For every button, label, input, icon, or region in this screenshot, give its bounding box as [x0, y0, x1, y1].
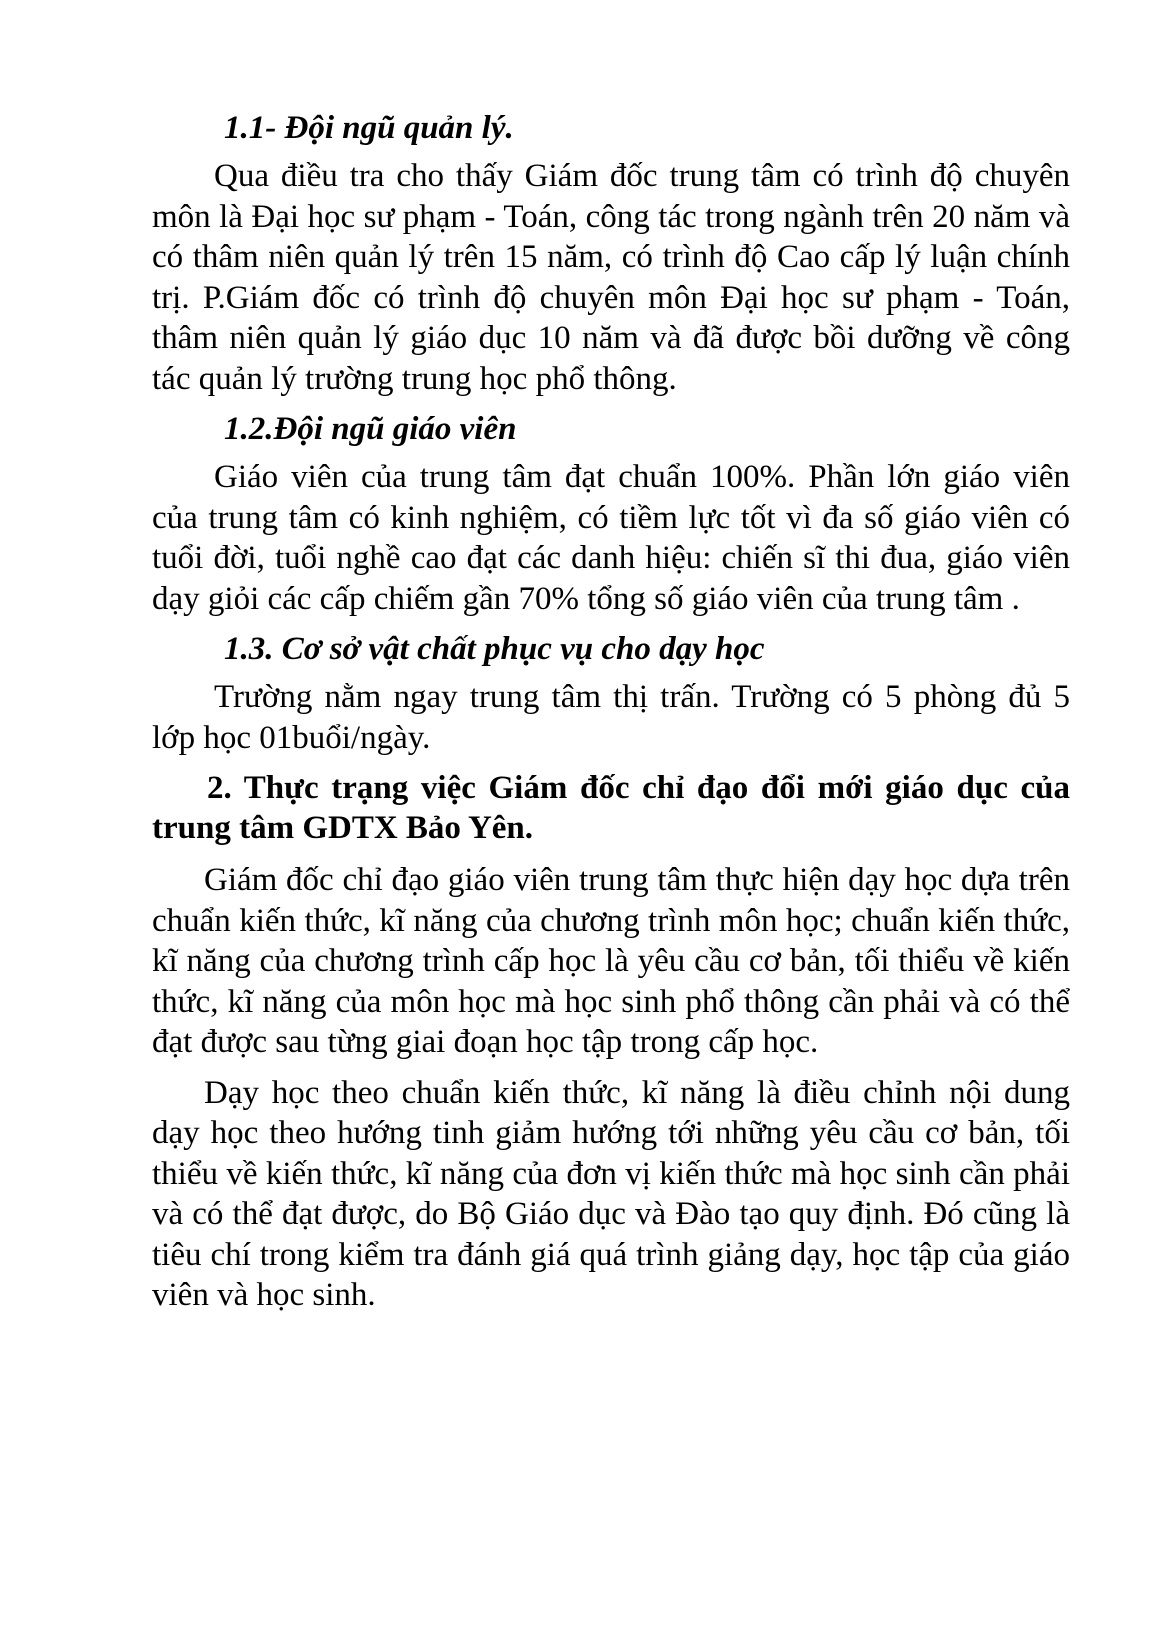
- section-1-1-heading: 1.1- Đội ngũ quản lý.: [224, 110, 514, 146]
- section-2-paragraph-2: Dạy học theo chuẩn kiến thức, kĩ năng là điều chỉnh nội dung dạy học theo hướng tinh giảm hướng tới những yêu cầu cơ bản, tối thiểu về kiến thức, kĩ năng của đơn vị kiến thức mà học sinh cần phải và có thể đạt được, do Bộ Giáo dục và Đào tạo quy định. Đó cũng là tiêu chí trong kiểm tra đánh giá quá trình giảng dạy, học tập của giáo viên và học sinh.: [152, 1074, 1070, 1313]
- section-1-1-paragraph: Qua điều tra cho thấy Giám đốc trung tâm có trình độ chuyên môn là Đại học sư phạm - Toán, công tác trong ngành trên 20 năm và có thâm niên quản lý trên 15 năm, có trình độ Cao cấp lý luận chính trị. P.Giám đốc có trình độ chuyên môn Đại học sư phạm - Toán, thâm niên quản lý giáo dục 10 năm và đã được bồi dưỡng về công tác quản lý trường trung học phổ thông.: [152, 158, 1070, 397]
- section-1-3-heading: 1.3. Cơ sở vật chất phục vụ cho dạy học: [224, 631, 765, 667]
- section-1-3-paragraph: Trường nằm ngay trung tâm thị trấn. Trường có 5 phòng đủ 5 lớp học 01buổi/ngày.: [152, 679, 1070, 756]
- section-2-heading: 2. Thực trạng việc Giám đốc chỉ đạo đổi mới giáo dục của trung tâm GDTX Bảo Yên.: [152, 770, 1070, 846]
- section-1-2-paragraph: Giáo viên của trung tâm đạt chuẩn 100%. Phần lớn giáo viên của trung tâm có kinh nghiệm, có tiềm lực tốt vì đa số giáo viên có tuổi đời, tuổi nghề cao đạt các danh hiệu: chiến sĩ thi đua, giáo viên dạy giỏi các cấp chiếm gần 70% tổng số giáo viên của trung tâm .: [152, 459, 1070, 617]
- section-2-paragraph-1: Giám đốc chỉ đạo giáo viên trung tâm thực hiện dạy học dựa trên chuẩn kiến thức, kĩ năng của chương trình môn học; chuẩn kiến thức, kĩ năng của chương trình cấp học là yêu cầu cơ bản, tối thiểu về kiến thức, kĩ năng của môn học mà học sinh phổ thông cần phải và có thể đạt được sau từng giai đoạn học tập trong cấp học.: [152, 862, 1070, 1060]
- document-body: [152, 108, 1070, 1326]
- section-1-2-heading: 1.2.Đội ngũ giáo viên: [224, 411, 517, 447]
